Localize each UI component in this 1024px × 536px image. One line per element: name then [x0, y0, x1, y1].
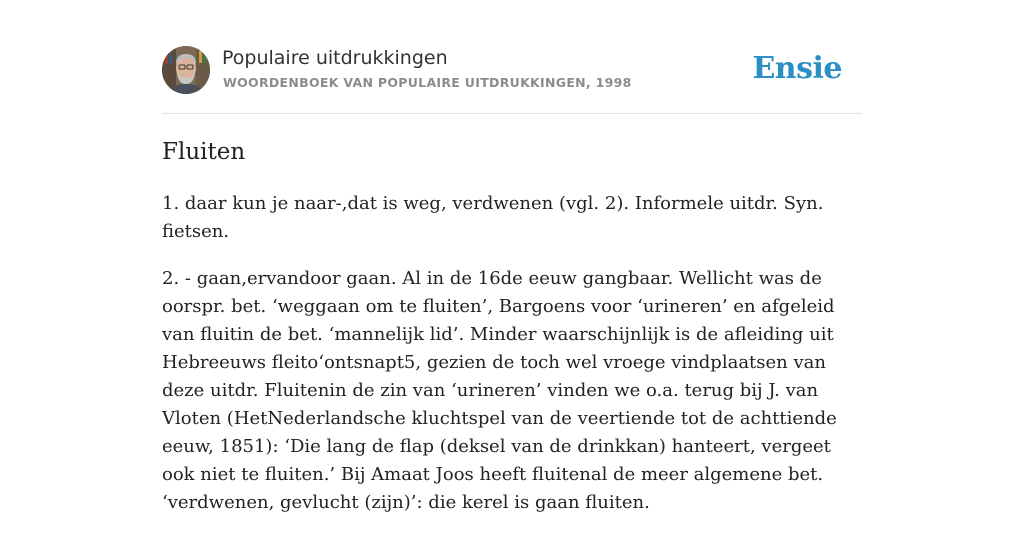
author-portrait-icon: [162, 46, 210, 94]
source-header: [162, 46, 862, 96]
header-divider: [162, 113, 862, 114]
definition-list: [162, 190, 862, 536]
entry-title: Fluiten: [162, 139, 246, 165]
definition-1: 1. daar kun je naar-,dat is weg, verdwenen (vgl. 2). Informele uitdr. Syn. fietsen.: [162, 193, 824, 242]
source-subtitle: WOORDENBOEK VAN POPULAIRE UITDRUKKINGEN, 1998: [223, 75, 632, 90]
source-title[interactable]: Populaire uitdrukkingen: [222, 47, 448, 69]
definition-2: 2. - gaan,ervandoor gaan. Al in de 16de eeuw gangbaar. Wellicht was de oorspr. bet. ‘weggaan om te fluiten’, Bargoens voor ‘urineren’ en afgeleid van fluitin de bet. ‘mannelijk lid’. Minder waarschijnlijk is de afleiding uit Hebreeuws fleito‘ontsnapt5, gezien de toch wel vroege vindplaatsen van deze uitdr. Fluitenin de zin van ‘urineren’ vinden we o.a. terug bij J. van Vloten (HetNederlandsche kluchtspel van de veertiende tot de achttiende eeuw, 1851): ‘Die lang de flap (deksel van de drinkkan) hanteert, vergeet ook niet te fluiten.’ Bij Amaat Joos heeft fluitenal de meer algemene bet. ‘verdwenen, gevlucht (zijn)’: die kerel is gaan fluiten.: [162, 268, 837, 513]
author-avatar[interactable]: [162, 46, 210, 94]
ensie-logo[interactable]: Ensie: [752, 51, 842, 86]
page: [162, 0, 862, 512]
